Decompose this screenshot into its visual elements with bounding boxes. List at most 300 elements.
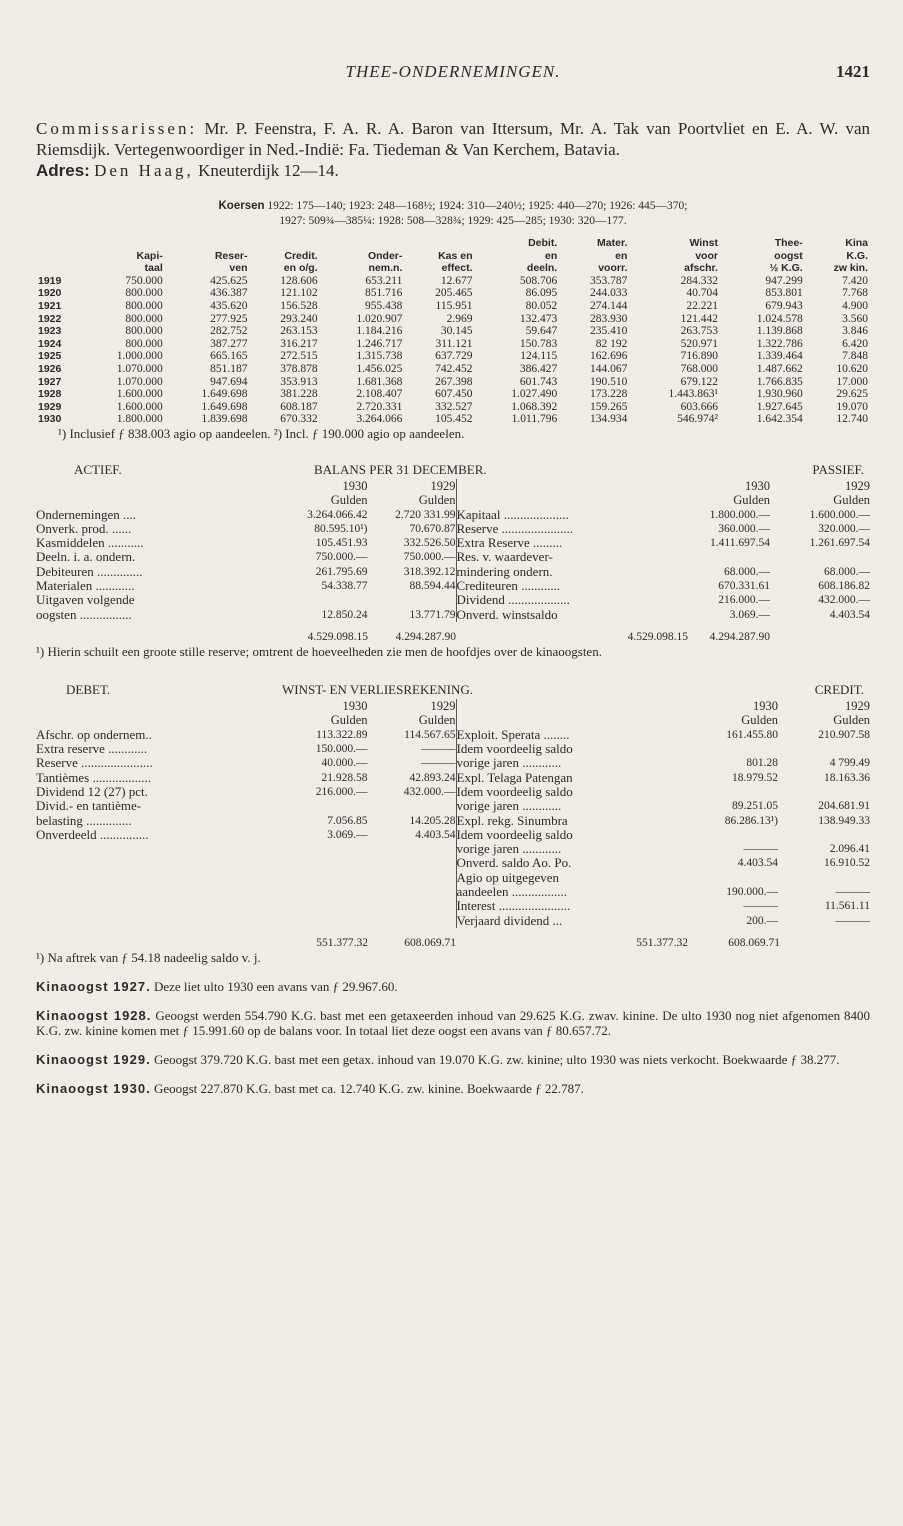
value-cell: 272.515 [280, 350, 318, 363]
table-row [36, 275, 870, 288]
value-cell: 1.487.662 [756, 362, 803, 375]
value-1930: 3.069.— [327, 828, 368, 841]
value-cell: 128.606 [280, 274, 318, 287]
winst-section [36, 683, 870, 965]
value-1930: 68.000.— [724, 565, 770, 578]
value-cell: 156.528 [280, 299, 318, 312]
value-1930: 80.595.10¹) [314, 522, 368, 535]
value-1929: 608.186.82 [818, 579, 870, 592]
value-cell: 853.801 [765, 287, 803, 300]
value-cell: 1.246.717 [356, 337, 403, 350]
table-row [36, 376, 870, 389]
year-header: 1930 [745, 478, 770, 493]
value-cell: 1.000.000 [116, 350, 163, 363]
value-1929: 2.720 331.99 [395, 508, 456, 521]
commissarissen-text: Mr. P. Feenstra, F. A. R. A. Baron van Ittersum, Mr. A. Tak van Poortvliet en E. A. W. van Riemsdijk. Vertegenwoordiger in Ned.-Indië: Fa. Tiedeman & Van Kerchem, Batavia. [36, 119, 871, 159]
value-cell: 679.943 [765, 299, 803, 312]
debet-row [36, 756, 456, 770]
value-1930 [688, 742, 778, 756]
year-cell: 1929 [38, 400, 62, 413]
item-label: Interest ...................... [456, 898, 571, 914]
value-cell: 851.187 [210, 362, 248, 375]
value-1929: 210.907.58 [818, 728, 870, 741]
value-cell: 263.153 [280, 325, 318, 338]
value-cell: 121.102 [280, 287, 318, 300]
passief-row [457, 579, 871, 593]
kinaoogst-paragraphs [36, 979, 870, 1096]
debet-row [36, 799, 456, 813]
value-1930: 113.322.89 [316, 728, 368, 741]
value-cell: 6.420 [842, 337, 868, 350]
item-label: Deeln. i. a. ondern. [36, 549, 136, 565]
actief-row [36, 536, 456, 550]
value-1930 [688, 871, 778, 885]
credit-row [457, 885, 871, 899]
item-label: Dividend 12 (27) pct. [36, 783, 148, 799]
column-header: Kas en [438, 249, 473, 262]
item-label: Kapitaal .................... [456, 506, 569, 522]
adres-city: Den Haag, [94, 161, 194, 180]
kinaoogst-text: Geoogst 379.720 K.G. bast met een getax. inhoud van 19.070 K.G. zw. kinine; ulto 1930 was niets verkocht. Boekwaarde ƒ 38.277. [153, 1052, 840, 1068]
value-cell: 1.070.000 [116, 362, 163, 375]
passief-row [457, 565, 871, 579]
value-1929 [770, 550, 870, 564]
item-label: Afschr. op ondernem.. [36, 726, 152, 742]
value-cell: 665.165 [210, 350, 248, 363]
column-header: Debit. [528, 237, 558, 249]
winst-heading: WINST- EN VERLIESREKENING. [282, 682, 474, 698]
value-1930: 7.056.85 [327, 814, 368, 827]
value-cell: 603.666 [680, 400, 718, 413]
value-1929: 14.205.28 [409, 814, 456, 827]
actief-column [36, 479, 456, 622]
credit-row [457, 742, 871, 756]
credit-row [457, 914, 871, 928]
value-cell: 768.000 [680, 362, 718, 375]
value-1930: 750.000.— [315, 551, 368, 564]
value-cell: 800.000 [125, 287, 163, 300]
page-number: 1421 [836, 62, 870, 81]
value-cell: 22.221 [686, 299, 718, 312]
value-cell: 86.095 [525, 287, 558, 300]
year-cell: 1927 [38, 375, 62, 388]
kernstaat-header-row [36, 262, 870, 275]
value-cell: 263.753 [680, 325, 718, 338]
value-1929 [368, 593, 456, 607]
value-cell: 2.720.331 [356, 400, 403, 413]
value-cell: 82 192 [595, 337, 628, 350]
value-cell: 316.217 [280, 337, 318, 350]
balans-columns [36, 479, 870, 622]
table-row [36, 338, 870, 351]
value-1929: 1.261.697.54 [809, 537, 870, 550]
item-label: oogsten ................ [36, 606, 132, 622]
table-row [36, 363, 870, 376]
value-cell: 851.716 [365, 287, 403, 300]
column-header: Onder- [367, 249, 403, 262]
value-cell: 1.339.464 [756, 350, 803, 363]
value-cell: 159.265 [590, 400, 628, 413]
value-1929: 88.594.44 [409, 579, 456, 592]
table-row [36, 401, 870, 414]
value-1929: 13.771.79 [409, 608, 456, 621]
column-header: Reser- [214, 249, 248, 262]
value-1930: 86.286.13¹) [724, 814, 778, 827]
value-cell: 10.620 [836, 362, 868, 375]
value-cell: 80.052 [525, 299, 558, 312]
unit-header: Gulden [733, 493, 770, 508]
column-header [36, 237, 80, 250]
value-cell: 144.067 [590, 362, 628, 375]
value-cell: 12.677 [440, 274, 473, 287]
value-cell: 19.070 [836, 400, 868, 413]
value-cell: 7.420 [842, 274, 868, 287]
passief-heading: PASSIEF. [812, 461, 864, 477]
unit-header: Gulden [330, 493, 368, 508]
value-1929: 750.000.— [403, 551, 456, 564]
value-cell: 40.704 [686, 287, 718, 300]
value-cell: 1.927.645 [756, 400, 803, 413]
credit-row [457, 756, 871, 770]
value-1929: 204.681.91 [818, 800, 870, 813]
column-header: Thee- [774, 237, 803, 249]
column-header: en o/g. [283, 262, 318, 275]
item-label: Verjaard dividend ... [456, 912, 563, 928]
unit-header: Gulden [418, 493, 456, 508]
item-label: Onverdeeld ............... [36, 826, 149, 842]
value-1930: 1.411.697.54 [710, 537, 770, 550]
value-cell: 520.971 [680, 337, 718, 350]
balans-section [36, 463, 870, 659]
commissarissen-label: Commissarissen: [36, 119, 198, 138]
item-label: Agio op uitgegeven [456, 869, 560, 885]
total-actief-1929: 4.294.287.90 [395, 630, 456, 643]
value-1929 [368, 799, 456, 813]
value-cell: 7.848 [842, 350, 868, 363]
value-1930 [688, 828, 778, 842]
year-cell: 1926 [38, 362, 62, 375]
kinaoogst-text: Geoogst werden 554.790 K.G. bast met een getaxeerden inhoud van 29.625 K.G. zwav. kinine. De ulto 1930 nog niet afgenomen 8400 K.G. zw. kinine komen met ƒ 15.991.60 op de balans voor. In totaal liet deze oogst een avans van ƒ 80.657.72. [36, 1008, 870, 1039]
value-cell: 132.473 [519, 312, 558, 325]
item-label: Onverd. saldo Ao. Po. [456, 855, 572, 871]
value-cell: 387.277 [210, 337, 248, 350]
year-header: 1929 [845, 699, 870, 714]
value-1929: 16.910.52 [824, 857, 870, 870]
value-cell: 105.452 [435, 413, 473, 426]
total-passief-1930: 4.529.098.15 [627, 630, 688, 643]
actief-heading: ACTIEF. [74, 461, 122, 477]
running-header [36, 62, 870, 88]
value-cell: 3.560 [842, 312, 868, 325]
value-1930: ——— [743, 843, 778, 856]
item-label: vorige jaren ............ [456, 755, 562, 771]
item-label: Materialen ............ [36, 577, 135, 593]
value-1930: ——— [743, 900, 778, 913]
column-header: taal [144, 262, 163, 275]
column-header [165, 237, 250, 250]
value-cell: 1.800.000 [116, 413, 163, 426]
passief-row [457, 550, 871, 564]
year-cell: 1925 [38, 350, 62, 363]
value-cell: 955.438 [365, 299, 403, 312]
value-cell: 29.625 [836, 388, 868, 401]
value-cell: 1.139.868 [756, 325, 803, 338]
item-label: Expl. Telaga Patengan [456, 769, 573, 785]
winst-totals [36, 936, 870, 950]
item-label: Idem voordeelig saldo [456, 783, 573, 799]
value-cell: 1.681.368 [356, 375, 403, 388]
year-cell: 1928 [38, 388, 62, 401]
value-cell: 1.649.698 [201, 400, 248, 413]
value-1930: 105.451.93 [315, 537, 368, 550]
year-header: 1930 [753, 699, 778, 714]
item-label: Onverd. winstsaldo [456, 606, 558, 622]
value-1929 [778, 742, 870, 756]
item-label: Divid.- en tantième- [36, 798, 142, 814]
item-label: Uitgaven volgende [36, 592, 135, 608]
year-header: 1929 [430, 699, 456, 714]
credit-row [457, 899, 871, 913]
total-debet-1930: 551.377.32 [316, 936, 368, 949]
value-cell: 282.752 [210, 325, 248, 338]
value-cell: 800.000 [125, 337, 163, 350]
column-header: ½ K.G. [769, 262, 803, 275]
value-1930: 360.000.— [718, 522, 770, 535]
value-1930: 1.800.000.— [709, 508, 770, 521]
value-cell: 134.934 [590, 413, 628, 426]
value-1929: 70.670.87 [409, 522, 456, 535]
value-cell: 386.427 [519, 362, 558, 375]
column-header: effect. [441, 262, 473, 275]
item-label: aandeelen ................. [456, 884, 567, 900]
item-label: belasting .............. [36, 812, 132, 828]
value-1930: 21.928.58 [321, 771, 368, 784]
debet-heading: DEBET. [66, 682, 111, 698]
value-cell: 277.925 [210, 312, 248, 325]
value-1929: 138.949.33 [818, 814, 870, 827]
value-cell: 1.315.738 [356, 350, 403, 363]
debet-row [36, 828, 456, 842]
actief-row [36, 508, 456, 522]
passief-row [457, 522, 871, 536]
value-cell: 4.900 [842, 299, 868, 312]
value-cell: 750.000 [125, 274, 163, 287]
value-cell: 800.000 [125, 312, 163, 325]
column-header: voorr. [598, 262, 628, 275]
value-cell: 121.442 [680, 312, 718, 325]
winst-headings [36, 683, 870, 699]
year-cell: 1930 [38, 413, 62, 426]
value-cell: 284.332 [680, 274, 718, 287]
item-label: Reserve ...................... [456, 520, 574, 536]
column-header: nem.n. [368, 262, 403, 275]
value-1930 [286, 799, 368, 813]
value-cell: 30.145 [440, 325, 473, 338]
kinaoogst-paragraph [36, 1008, 870, 1038]
value-1930: 161.455.80 [726, 728, 778, 741]
credit-row [457, 871, 871, 885]
koersen-block [36, 199, 870, 229]
value-1929: ——— [421, 743, 456, 756]
value-cell: 311.121 [435, 337, 473, 350]
credit-heading: CREDIT. [814, 682, 864, 698]
value-cell: 947.299 [765, 274, 803, 287]
column-header: zw kin. [833, 262, 868, 275]
value-1929: ——— [835, 914, 870, 927]
value-1930: 216.000.— [718, 594, 770, 607]
year-cell: 1924 [38, 337, 62, 350]
value-1930: 89.251.05 [732, 800, 778, 813]
adres-street: Kneuterdijk 12—14. [198, 161, 339, 180]
value-cell: 1.930.960 [756, 388, 803, 401]
table-row [36, 413, 870, 426]
item-label: Res. v. waardever- [456, 549, 553, 565]
value-1929 [778, 785, 870, 799]
value-1930 [688, 785, 778, 799]
credit-row [457, 842, 871, 856]
kinaoogst-lead: Kinaoogst 1930. [36, 1081, 151, 1097]
kinaoogst-paragraph [36, 1081, 870, 1096]
value-cell: 670.332 [280, 413, 318, 426]
actief-row [36, 593, 456, 607]
column-header [320, 237, 405, 250]
kinaoogst-lead: Kinaoogst 1929. [36, 1052, 151, 1068]
balans-heading: BALANS PER 31 DECEMBER. [314, 461, 487, 477]
value-cell: 1.024.578 [756, 312, 803, 325]
passief-row [457, 593, 871, 607]
value-cell: 12.740 [836, 413, 868, 426]
total-passief-1929: 4.294.287.90 [709, 630, 770, 643]
unit-header: Gulden [741, 713, 778, 728]
value-cell: 205.465 [435, 287, 473, 300]
table-row [36, 300, 870, 313]
column-header [36, 250, 80, 263]
balans-headings [36, 463, 870, 479]
item-label: Crediteuren ............ [456, 577, 561, 593]
value-cell: 1.600.000 [116, 400, 163, 413]
koersen-line-1: 1922: 175—140; 1923: 248—168½; 1924: 310—240½; 1925: 440—270; 1926: 445—370; [267, 200, 688, 212]
value-cell: 1.011.796 [511, 413, 558, 426]
adres-label: Adres: [36, 161, 90, 180]
item-label: Dividend ................... [456, 592, 570, 608]
balans-totals [36, 630, 870, 644]
value-cell: 653.211 [365, 274, 403, 287]
kernstaat-table [36, 237, 870, 426]
actief-row [36, 522, 456, 536]
credit-row [457, 771, 871, 785]
actief-row [36, 565, 456, 579]
item-label: Reserve ...................... [36, 755, 153, 771]
total-debet-1929: 608.069.71 [404, 936, 456, 949]
company-intro [36, 118, 870, 181]
table-row [36, 325, 870, 338]
value-cell: 124.115 [520, 350, 558, 363]
value-1929: 332.526.50 [403, 537, 456, 550]
value-cell: 115.951 [435, 299, 473, 312]
value-1929: 4.403.54 [415, 828, 456, 841]
value-cell: 274.144 [590, 299, 628, 312]
value-1930: 54.338.77 [321, 579, 368, 592]
column-header: en [615, 249, 628, 262]
year-header: 1930 [342, 699, 368, 714]
credit-row [457, 828, 871, 842]
year-cell: 1921 [38, 299, 62, 312]
value-cell: 283.930 [590, 312, 628, 325]
value-cell: 546.974² [677, 413, 718, 426]
value-1929: 11.561.11 [824, 900, 870, 913]
value-1930: 670.331.61 [718, 579, 770, 592]
year-cell: 1920 [38, 287, 62, 300]
column-header: voor [695, 249, 718, 262]
kinaoogst-paragraph [36, 1052, 870, 1067]
item-label: Idem voordeelig saldo [456, 826, 573, 842]
value-1929: ——— [835, 886, 870, 899]
value-1929: 18.163.36 [824, 771, 870, 784]
item-label: Idem voordeelig saldo [456, 741, 573, 757]
credit-row [457, 728, 871, 742]
year-header: 1929 [845, 478, 870, 493]
debet-row [36, 742, 456, 756]
value-1929: 320.000.— [818, 522, 870, 535]
value-1929: 318.392.12 [403, 565, 456, 578]
koersen-label: Koersen [218, 200, 265, 212]
column-header: deeln. [526, 262, 558, 275]
value-cell: 1.839.698 [201, 413, 248, 426]
unit-header: Gulden [330, 713, 368, 728]
column-header: Kapi- [136, 249, 163, 262]
column-header [404, 237, 474, 250]
item-label: Extra Reserve ......... [456, 535, 563, 551]
value-cell: 425.625 [210, 274, 248, 287]
value-1930: 216.000.— [315, 785, 368, 798]
value-1930: 40.000.— [321, 757, 368, 770]
value-1930: 261.795.69 [315, 565, 368, 578]
value-1930: 190.000.— [726, 886, 778, 899]
item-label: Ondernemingen .... [36, 506, 137, 522]
value-cell: 800.000 [125, 299, 163, 312]
table-row [36, 350, 870, 363]
balans-footnote: ¹) Hierin schuilt een groote stille reserve; omtrent de hoeveelheden zie men de hoofdjes over de kinaoogsten. [36, 644, 602, 660]
value-cell: 607.450 [435, 388, 473, 401]
debet-row [36, 814, 456, 828]
value-cell: 244.033 [590, 287, 628, 300]
value-cell: 1.443.863¹ [668, 388, 718, 401]
value-cell: 235.410 [590, 325, 628, 338]
value-cell: 1.020.907 [356, 312, 403, 325]
value-1929: 4.403.54 [829, 608, 870, 621]
value-cell: 637.729 [435, 350, 473, 363]
column-header: ven [229, 262, 248, 275]
value-cell: 716.890 [680, 350, 718, 363]
unit-header: Gulden [833, 713, 870, 728]
kinaoogst-lead: Kinaoogst 1928. [36, 1008, 152, 1024]
value-1929: 42.893.24 [409, 771, 456, 784]
value-1930: 3.069.— [729, 608, 770, 621]
value-1929: 114.567.65 [404, 728, 456, 741]
year-cell: 1919 [38, 274, 62, 287]
value-cell: 1.070.000 [116, 375, 163, 388]
value-1930: 12.850.24 [321, 608, 368, 621]
value-1929 [778, 871, 870, 885]
column-header: K.G. [846, 249, 868, 262]
value-1929: 4 799.49 [829, 757, 870, 770]
value-1929: 432.000.— [403, 785, 456, 798]
column-header: Kina [845, 237, 868, 249]
item-label: vorige jaren ............ [456, 841, 562, 857]
value-cell: 608.187 [280, 400, 318, 413]
year-cell: 1923 [38, 325, 62, 338]
value-cell: 7.768 [842, 287, 868, 300]
